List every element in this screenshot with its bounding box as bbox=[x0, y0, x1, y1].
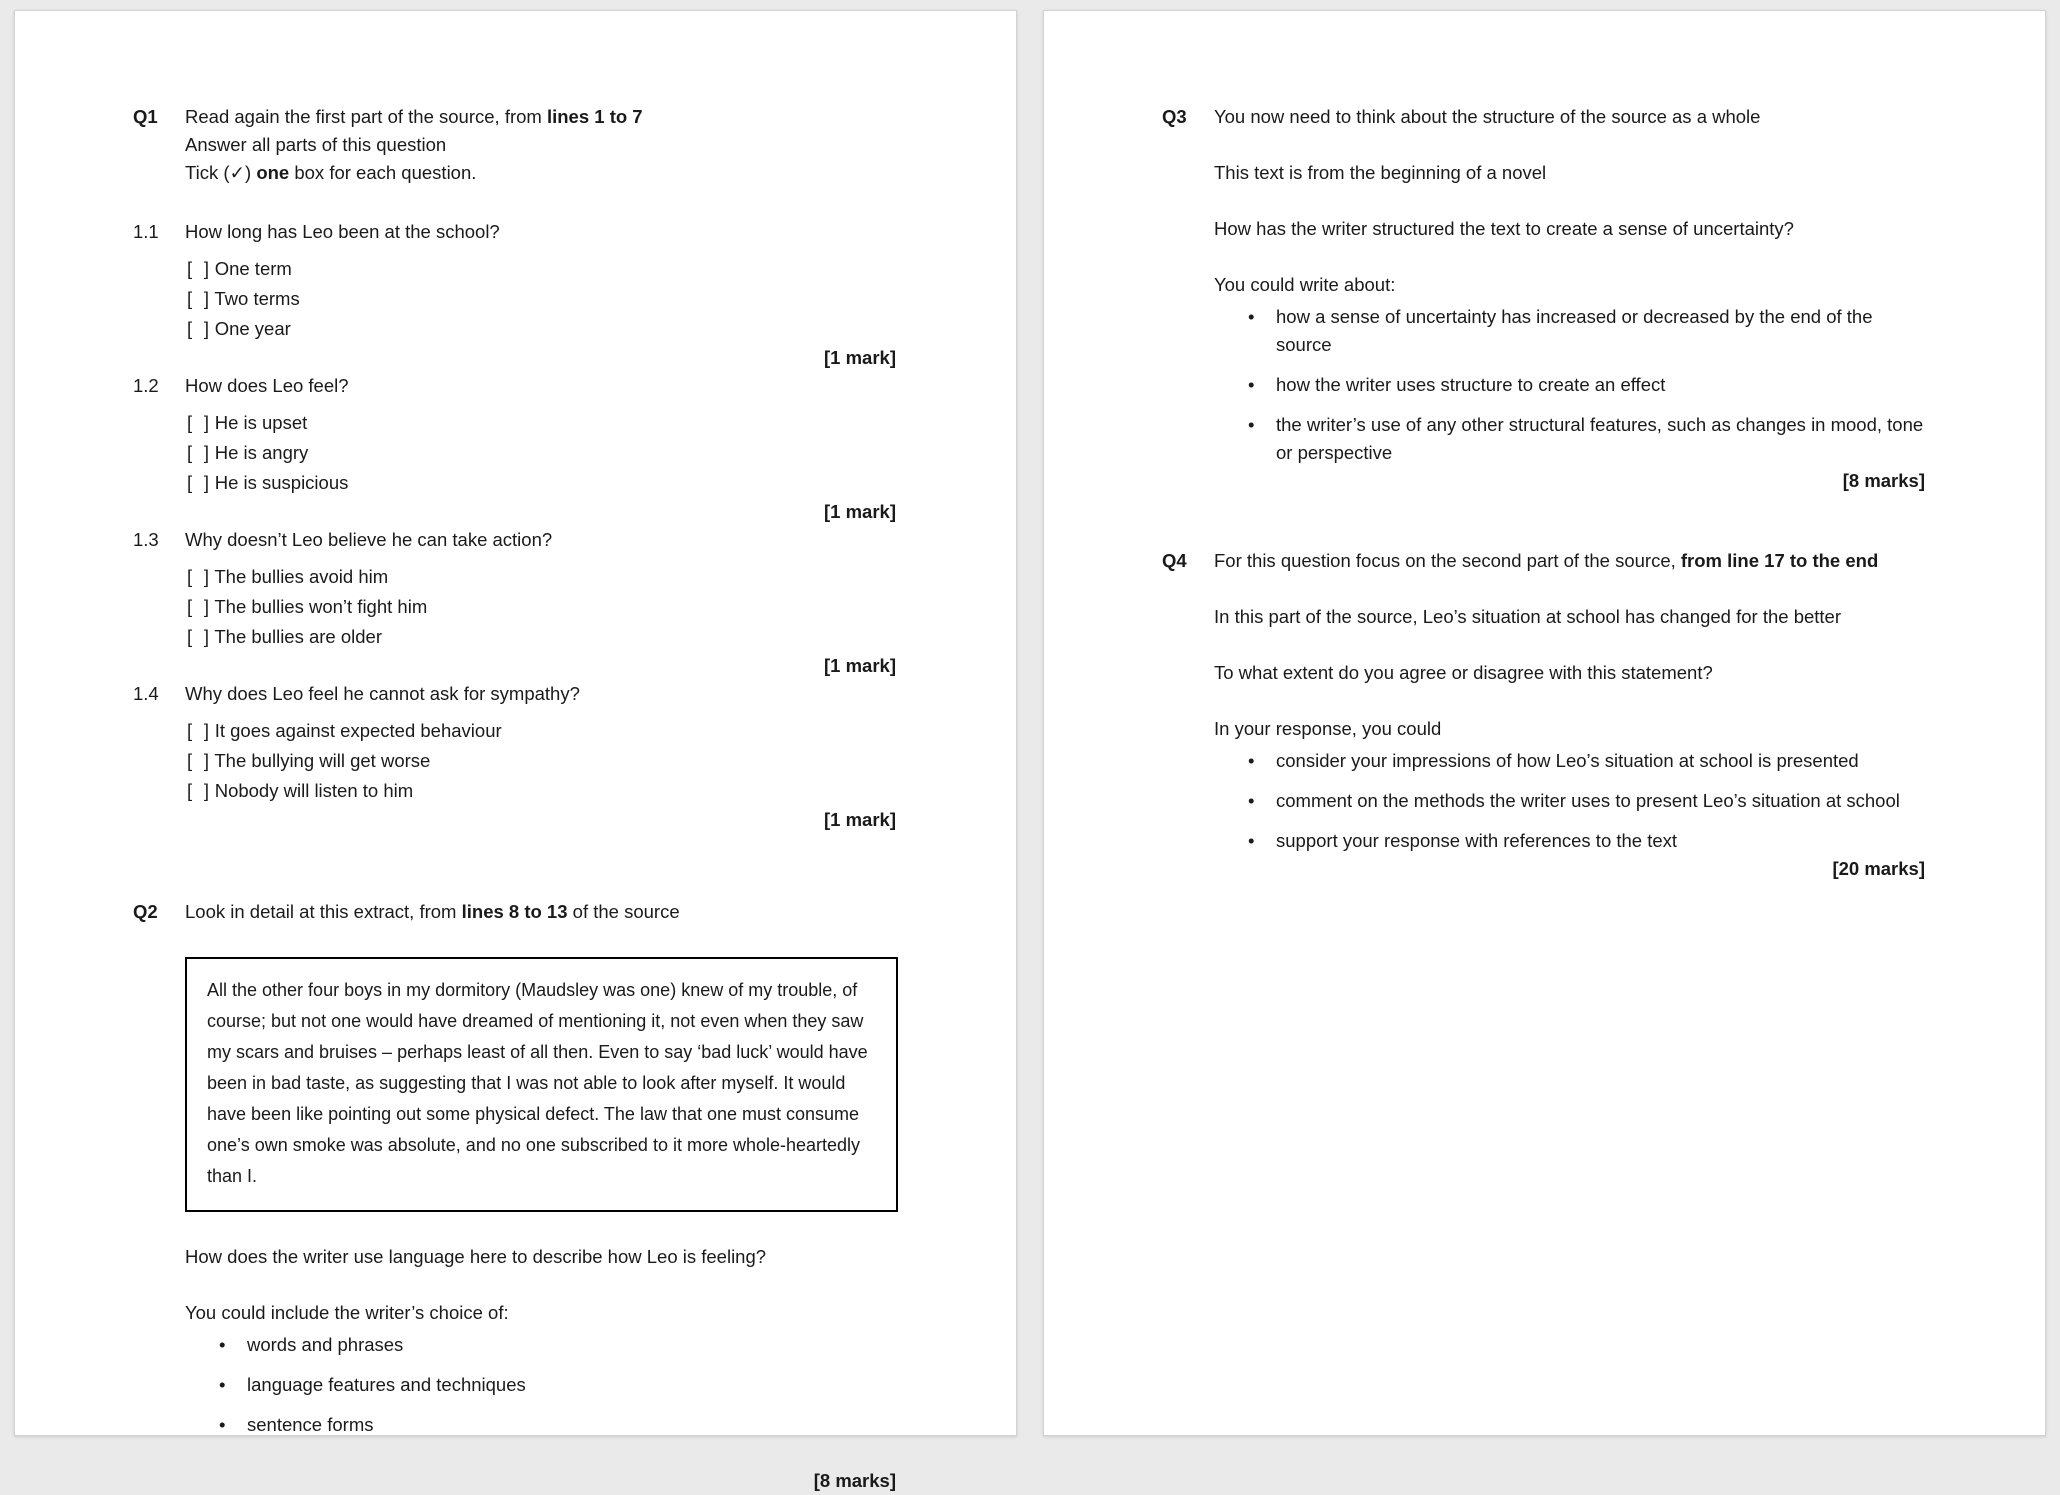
question-body-q4 bbox=[1214, 547, 1927, 883]
left-page-content bbox=[15, 11, 1016, 1491]
option-1-4-c[interactable] bbox=[185, 776, 898, 806]
sub-question-1-4 bbox=[133, 680, 898, 806]
option-label: He is upset bbox=[214, 412, 308, 433]
q3-bullet-1: • how a sense of uncertainty has increased or decreased by the end of the source bbox=[1248, 303, 1927, 359]
question-q1 bbox=[133, 103, 898, 187]
q2-bullet-1: • words and phrases bbox=[219, 1331, 898, 1359]
spacer bbox=[1214, 687, 1927, 715]
question-label-q3: Q3 bbox=[1162, 106, 1187, 127]
sub-question-stem-1-3: Why doesn’t Leo believe he can take action? bbox=[185, 529, 553, 550]
option-label: It goes against expected behaviour bbox=[214, 720, 502, 741]
checkbox-icon[interactable]: [ ] bbox=[187, 626, 210, 647]
q4-intro-a: For this question focus on the second part of the source, bbox=[1214, 550, 1681, 571]
option-1-3-a[interactable] bbox=[185, 562, 898, 592]
option-label: The bullies won’t fight him bbox=[214, 596, 428, 617]
option-1-2-a[interactable] bbox=[185, 408, 898, 438]
spacer bbox=[1162, 495, 1927, 547]
option-label: Nobody will listen to him bbox=[214, 780, 414, 801]
option-label: The bullies are older bbox=[214, 626, 382, 647]
spacer bbox=[185, 1271, 898, 1299]
question-q2 bbox=[133, 898, 898, 1495]
q4-bullet-list bbox=[1214, 747, 1927, 855]
question-body-q3 bbox=[1214, 103, 1927, 495]
q4-bullet-2: • comment on the methods the writer uses to present Leo’s situation at school bbox=[1248, 787, 1927, 815]
marks-1-2: [1 mark] bbox=[824, 501, 896, 522]
spacer bbox=[1214, 243, 1927, 271]
q4-bullets-intro: In your response, you could bbox=[1214, 718, 1442, 739]
marks-1-4: [1 mark] bbox=[824, 809, 896, 830]
checkbox-icon[interactable]: [ ] bbox=[187, 750, 210, 771]
q3-body-line-1: This text is from the beginning of a novel bbox=[1214, 162, 1547, 183]
option-1-2-b[interactable] bbox=[185, 438, 898, 468]
q2-intro-a: Look in detail at this extract, from bbox=[185, 901, 462, 922]
q3-intro-line: You now need to think about the structure of the source as a whole bbox=[1214, 106, 1761, 127]
q2-question-line: How does the writer use language here to describe how Leo is feeling? bbox=[185, 1246, 767, 1267]
q1-intro-1-bold: lines 1 to 7 bbox=[546, 106, 643, 127]
option-1-3-c[interactable] bbox=[185, 622, 898, 652]
checkbox-icon[interactable]: [ ] bbox=[187, 442, 210, 463]
q4-intro-bold: from line 17 to the end bbox=[1680, 550, 1879, 571]
source-extract-box bbox=[185, 957, 898, 1212]
q2-bullet-2: • language features and techniques bbox=[219, 1371, 898, 1399]
question-q3 bbox=[1162, 103, 1927, 495]
checkbox-icon[interactable]: [ ] bbox=[187, 258, 210, 279]
sub-question-number-1-3: 1.3 bbox=[133, 529, 159, 550]
q3-bullets-intro: You could write about: bbox=[1214, 274, 1396, 295]
q1-intro-1-text: Read again the first part of the source, from bbox=[185, 106, 547, 127]
spacer bbox=[1214, 631, 1927, 659]
q4-intro-line bbox=[1214, 547, 1927, 575]
sub-question-1-1 bbox=[133, 218, 898, 344]
sub-question-1-3 bbox=[133, 526, 898, 652]
q3-bullet-2: • how the writer uses structure to create an effect bbox=[1248, 371, 1927, 399]
spacer bbox=[1214, 187, 1927, 215]
right-page bbox=[1043, 10, 2046, 1436]
sub-question-number-1-2: 1.2 bbox=[133, 375, 159, 396]
option-label: The bullying will get worse bbox=[214, 750, 431, 771]
option-label: One term bbox=[214, 258, 292, 279]
q2-bullet-3: • sentence forms bbox=[219, 1411, 898, 1439]
checkbox-icon[interactable]: [ ] bbox=[187, 472, 210, 493]
q2-intro-c: of the source bbox=[567, 901, 680, 922]
spacer bbox=[185, 1212, 898, 1243]
question-label-q2: Q2 bbox=[133, 901, 158, 922]
q1-intro-3-c: box for each question. bbox=[289, 162, 477, 183]
option-label: Two terms bbox=[214, 288, 300, 309]
question-label-q4: Q4 bbox=[1162, 550, 1187, 571]
q4-body-line-2: To what extent do you agree or disagree with this statement? bbox=[1214, 662, 1713, 683]
checkbox-icon[interactable]: [ ] bbox=[187, 720, 210, 741]
question-body-q2 bbox=[185, 898, 898, 1495]
option-label: One year bbox=[214, 318, 291, 339]
checkbox-icon[interactable]: [ ] bbox=[187, 596, 210, 617]
left-page bbox=[14, 10, 1017, 1491]
option-label: He is suspicious bbox=[214, 472, 349, 493]
checkbox-icon[interactable]: [ ] bbox=[187, 288, 210, 309]
q2-intro-bold: lines 8 to 13 bbox=[461, 901, 568, 922]
marks-q4: [20 marks] bbox=[1832, 858, 1925, 879]
spacer bbox=[185, 926, 898, 957]
q4-bullet-1: • consider your impressions of how Leo’s situation at school is presented bbox=[1248, 747, 1927, 775]
q2-intro-line bbox=[185, 898, 898, 926]
checkbox-icon[interactable]: [ ] bbox=[187, 318, 210, 339]
q2-bullets-intro: You could include the writer’s choice of: bbox=[185, 1302, 509, 1323]
option-label: The bullies avoid him bbox=[214, 566, 389, 587]
marks-q3: [8 marks] bbox=[1842, 470, 1925, 491]
q1-intro-line-2: Answer all parts of this question bbox=[185, 134, 447, 155]
sub-question-stem-1-1: How long has Leo been at the school? bbox=[185, 221, 500, 242]
option-1-4-a[interactable] bbox=[185, 716, 898, 746]
spacer bbox=[185, 1439, 898, 1467]
option-1-1-c[interactable] bbox=[185, 314, 898, 344]
q3-bullet-3: • the writer’s use of any other structural features, such as changes in mood, tone or perspective bbox=[1248, 411, 1927, 467]
question-label-q1: Q1 bbox=[133, 106, 158, 127]
spacer bbox=[1214, 131, 1927, 159]
sub-question-stem-1-4: Why does Leo feel he cannot ask for sympathy? bbox=[185, 683, 580, 704]
question-body-q1 bbox=[185, 103, 898, 187]
option-1-1-b[interactable] bbox=[185, 284, 898, 314]
sub-question-number-1-4: 1.4 bbox=[133, 683, 159, 704]
marks-q2: [8 marks] bbox=[813, 1470, 896, 1491]
option-label: He is angry bbox=[214, 442, 309, 463]
q1-intro-line-1 bbox=[185, 103, 898, 131]
spacer bbox=[1214, 575, 1927, 603]
question-q4 bbox=[1162, 547, 1927, 883]
option-1-4-b[interactable] bbox=[185, 746, 898, 776]
checkbox-icon[interactable]: [ ] bbox=[187, 412, 210, 433]
marks-1-1: [1 mark] bbox=[824, 347, 896, 368]
q4-bullet-3: • support your response with references to the text bbox=[1248, 827, 1927, 855]
checkbox-icon[interactable]: [ ] bbox=[187, 566, 210, 587]
sub-question-stem-1-2: How does Leo feel? bbox=[185, 375, 349, 396]
sub-question-number-1-1: 1.1 bbox=[133, 221, 159, 242]
option-1-1-a[interactable] bbox=[185, 254, 898, 284]
marks-1-3: [1 mark] bbox=[824, 655, 896, 676]
q1-intro-3-bold: one bbox=[256, 162, 290, 183]
right-page-content bbox=[1044, 11, 2045, 1435]
option-1-3-b[interactable] bbox=[185, 592, 898, 622]
q3-body-line-2: How has the writer structured the text to create a sense of uncertainty? bbox=[1214, 218, 1794, 239]
q3-bullet-list bbox=[1214, 303, 1927, 467]
spacer bbox=[133, 187, 898, 218]
q1-intro-line-3 bbox=[185, 159, 898, 187]
option-1-2-c[interactable] bbox=[185, 468, 898, 498]
q2-bullet-list bbox=[185, 1331, 898, 1439]
source-extract-text: All the other four boys in my dormitory (Maudsley was one) knew of my trouble, of course; but not one would have dreamed of mentioning it, not even when they saw my scars and bruises – perhaps least of all then. Even to say ‘bad luck’ would have been in bad taste, as suggesting that I was not able to look after myself. It would have been like pointing out some physical defect. The law that one must consume one’s own smoke was absolute, and no one subscribed to it more whole-heartedly than I. bbox=[207, 980, 868, 1186]
spacer bbox=[133, 834, 898, 898]
sub-question-1-2 bbox=[133, 372, 898, 498]
q4-body-line-1: In this part of the source, Leo’s situation at school has changed for the better bbox=[1214, 606, 1841, 627]
checkbox-icon[interactable]: [ ] bbox=[187, 780, 210, 801]
q1-intro-3-a: Tick (✓) bbox=[185, 162, 257, 183]
